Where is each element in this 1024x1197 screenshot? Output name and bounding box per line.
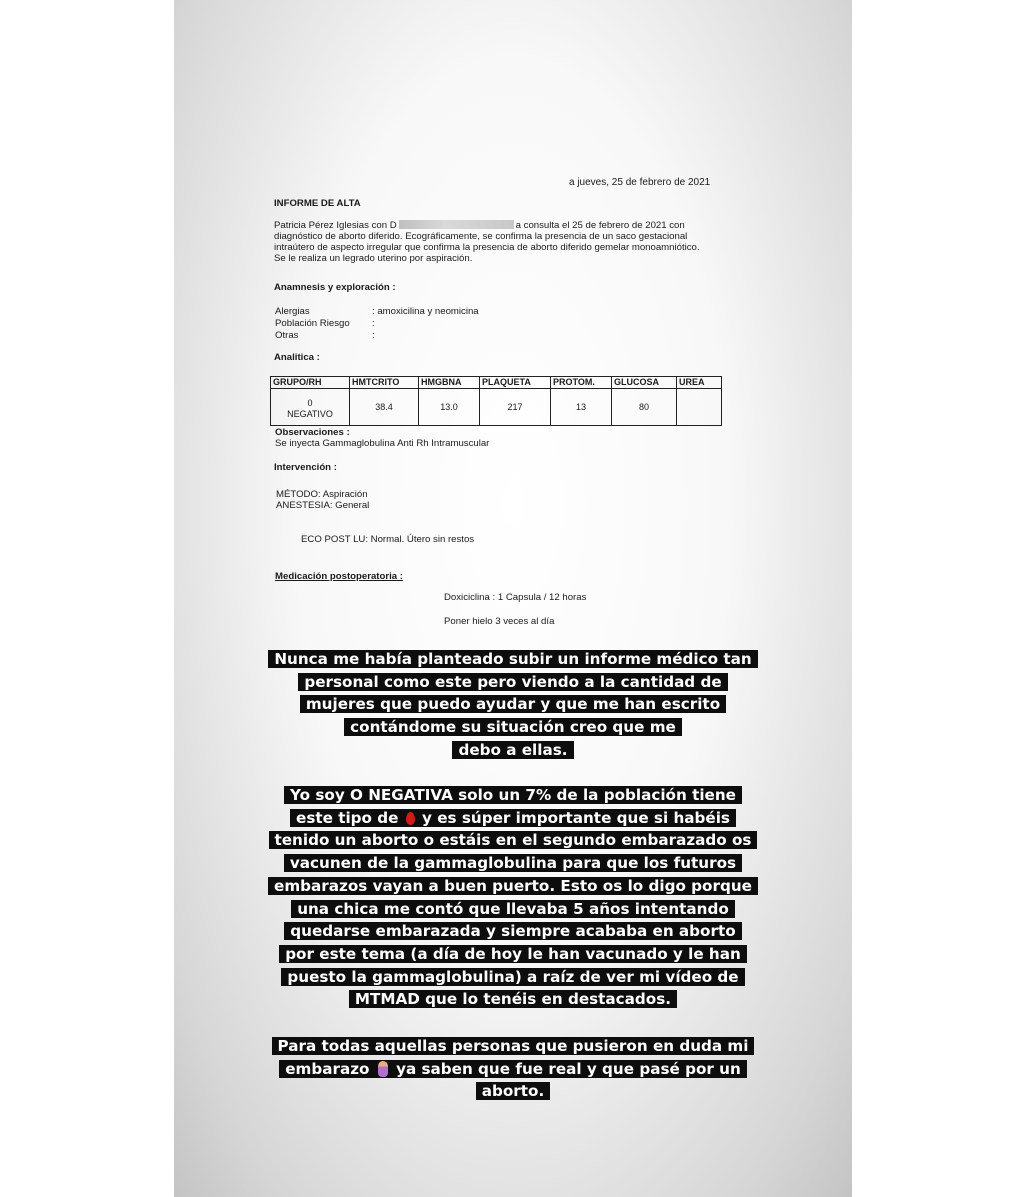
observaciones-text: Se inyecta Gammaglobulina Anti Rh Intramuscular bbox=[275, 438, 490, 449]
story-caption-3 bbox=[174, 1035, 852, 1103]
anamnesis-label-alergias: Alergias bbox=[275, 306, 310, 317]
caption-line-post: y es súper importante que si habéis bbox=[422, 808, 730, 827]
lab-value-cell: 13 bbox=[551, 389, 612, 426]
lab-value-row bbox=[271, 389, 722, 426]
caption-line: MTMAD que lo tenéis en destacados. bbox=[349, 990, 677, 1008]
anamnesis-value-otras: : bbox=[372, 330, 375, 341]
pregnant-woman-icon bbox=[378, 1061, 388, 1077]
anamnesis-value-riesgo: : bbox=[372, 318, 375, 329]
lab-header-cell: GLUCOSA bbox=[612, 377, 677, 389]
anamnesis-label-riesgo: Población Riesgo bbox=[275, 318, 350, 329]
lab-header-cell: UREA bbox=[677, 377, 722, 389]
lab-value-cell: 13.0 bbox=[419, 389, 480, 426]
caption-line: debo a ellas. bbox=[452, 741, 573, 759]
lab-header-cell: PROTOM. bbox=[551, 377, 612, 389]
caption-line-post: ya saben que fue real y que pasé por un bbox=[396, 1059, 741, 1078]
caption-line: quedarse embarazada y siempre acababa en aborto bbox=[284, 922, 741, 940]
intro-line-3: intraútero de aspecto irregular que confirma la presencia de aborto diferido gemelar monoamniótico. bbox=[274, 242, 700, 253]
analitica-heading: Analitica : bbox=[274, 352, 320, 363]
report-date: a jueves, 25 de febrero de 2021 bbox=[569, 177, 711, 188]
blood-drop-icon bbox=[406, 812, 415, 825]
lab-value-cell: 38.4 bbox=[350, 389, 419, 426]
lab-value-cell: 80 bbox=[612, 389, 677, 426]
lab-header-cell: GRUPO/RH bbox=[271, 377, 350, 389]
caption-line bbox=[290, 809, 736, 827]
medicacion-doxiciclina: Doxiciclina : 1 Capsula / 12 horas bbox=[444, 592, 587, 603]
anamnesis-value-alergias: : amoxicilina y neomicina bbox=[372, 306, 479, 317]
redacted-block bbox=[399, 220, 514, 229]
caption-line: puesto la gammaglobulina) a raíz de ver mi vídeo de bbox=[281, 968, 744, 986]
caption-line: Nunca me había planteado subir un informe médico tan bbox=[268, 650, 757, 668]
report-intro bbox=[274, 220, 744, 264]
lab-header-row bbox=[271, 377, 722, 389]
caption-line: contándome su situación creo que me bbox=[344, 718, 682, 736]
anestesia-text: ANESTESIA: General bbox=[276, 500, 370, 511]
metodo-text: MÉTODO: Aspiración bbox=[276, 489, 368, 500]
intervencion-heading: Intervención : bbox=[274, 462, 337, 473]
caption-line: embarazos vayan a buen puerto. Esto os lo digo porque bbox=[268, 877, 758, 895]
story-caption-1 bbox=[174, 648, 852, 762]
intro-line-4: Se le realiza un legrado uterino por aspiración. bbox=[274, 253, 473, 264]
intro-pre: Patricia Pérez Iglesias con D bbox=[274, 220, 397, 231]
medical-report-document bbox=[174, 0, 852, 640]
lab-header-cell: PLAQUETA bbox=[480, 377, 551, 389]
medicacion-hielo: Poner hielo 3 veces al día bbox=[444, 616, 555, 627]
caption-line: Yo soy O NEGATIVA solo un 7% de la población tiene bbox=[284, 786, 742, 804]
anamnesis-label-otras: Otras bbox=[275, 330, 299, 341]
story-caption-2 bbox=[174, 784, 852, 1011]
caption-line: por este tema (a día de hoy le han vacunado y le han bbox=[279, 945, 747, 963]
intro-line-2: diagnóstico de aborto diferido. Ecográficamente, se confirma la presencia de un saco gestacional bbox=[274, 231, 688, 242]
caption-line: mujeres que puedo ayudar y que me han escrito bbox=[300, 695, 726, 713]
caption-line: Para todas aquellas personas que pusieron en duda mi bbox=[272, 1037, 755, 1055]
story-frame bbox=[174, 0, 852, 1197]
caption-line: aborto. bbox=[476, 1082, 551, 1100]
lab-header-cell: HMTCRITO bbox=[350, 377, 419, 389]
lab-group-cell bbox=[271, 389, 350, 426]
caption-line-pre: embarazo bbox=[285, 1059, 370, 1078]
caption-line-pre: este tipo de bbox=[296, 808, 399, 827]
lab-header-cell: HMGBNA bbox=[419, 377, 480, 389]
medicacion-heading: Medicación postoperatoria : bbox=[275, 571, 403, 582]
caption-line bbox=[279, 1060, 747, 1078]
caption-line: una chica me contó que llevaba 5 años intentando bbox=[291, 900, 735, 918]
lab-rh-value: NEGATIVO bbox=[287, 409, 333, 419]
report-title: INFORME DE ALTA bbox=[274, 198, 361, 209]
caption-line: personal como este pero viendo a la cantidad de bbox=[298, 673, 727, 691]
anamnesis-heading: Anamnesis y exploración : bbox=[274, 282, 396, 293]
lab-group-value: 0 bbox=[307, 398, 313, 408]
eco-text: ECO POST LU: Normal. Útero sin restos bbox=[301, 534, 475, 545]
intro-post: a consulta el 25 de febrero de 2021 con bbox=[515, 220, 685, 231]
caption-line: tenido un aborto o estáis en el segundo embarazado os bbox=[269, 831, 758, 849]
lab-value-cell bbox=[677, 389, 722, 426]
lab-results-table bbox=[270, 376, 722, 426]
lab-value-cell: 217 bbox=[480, 389, 551, 426]
caption-line: vacunen de la gammaglobulina para que los futuros bbox=[284, 854, 742, 872]
observaciones-heading: Observaciones : bbox=[275, 427, 350, 438]
